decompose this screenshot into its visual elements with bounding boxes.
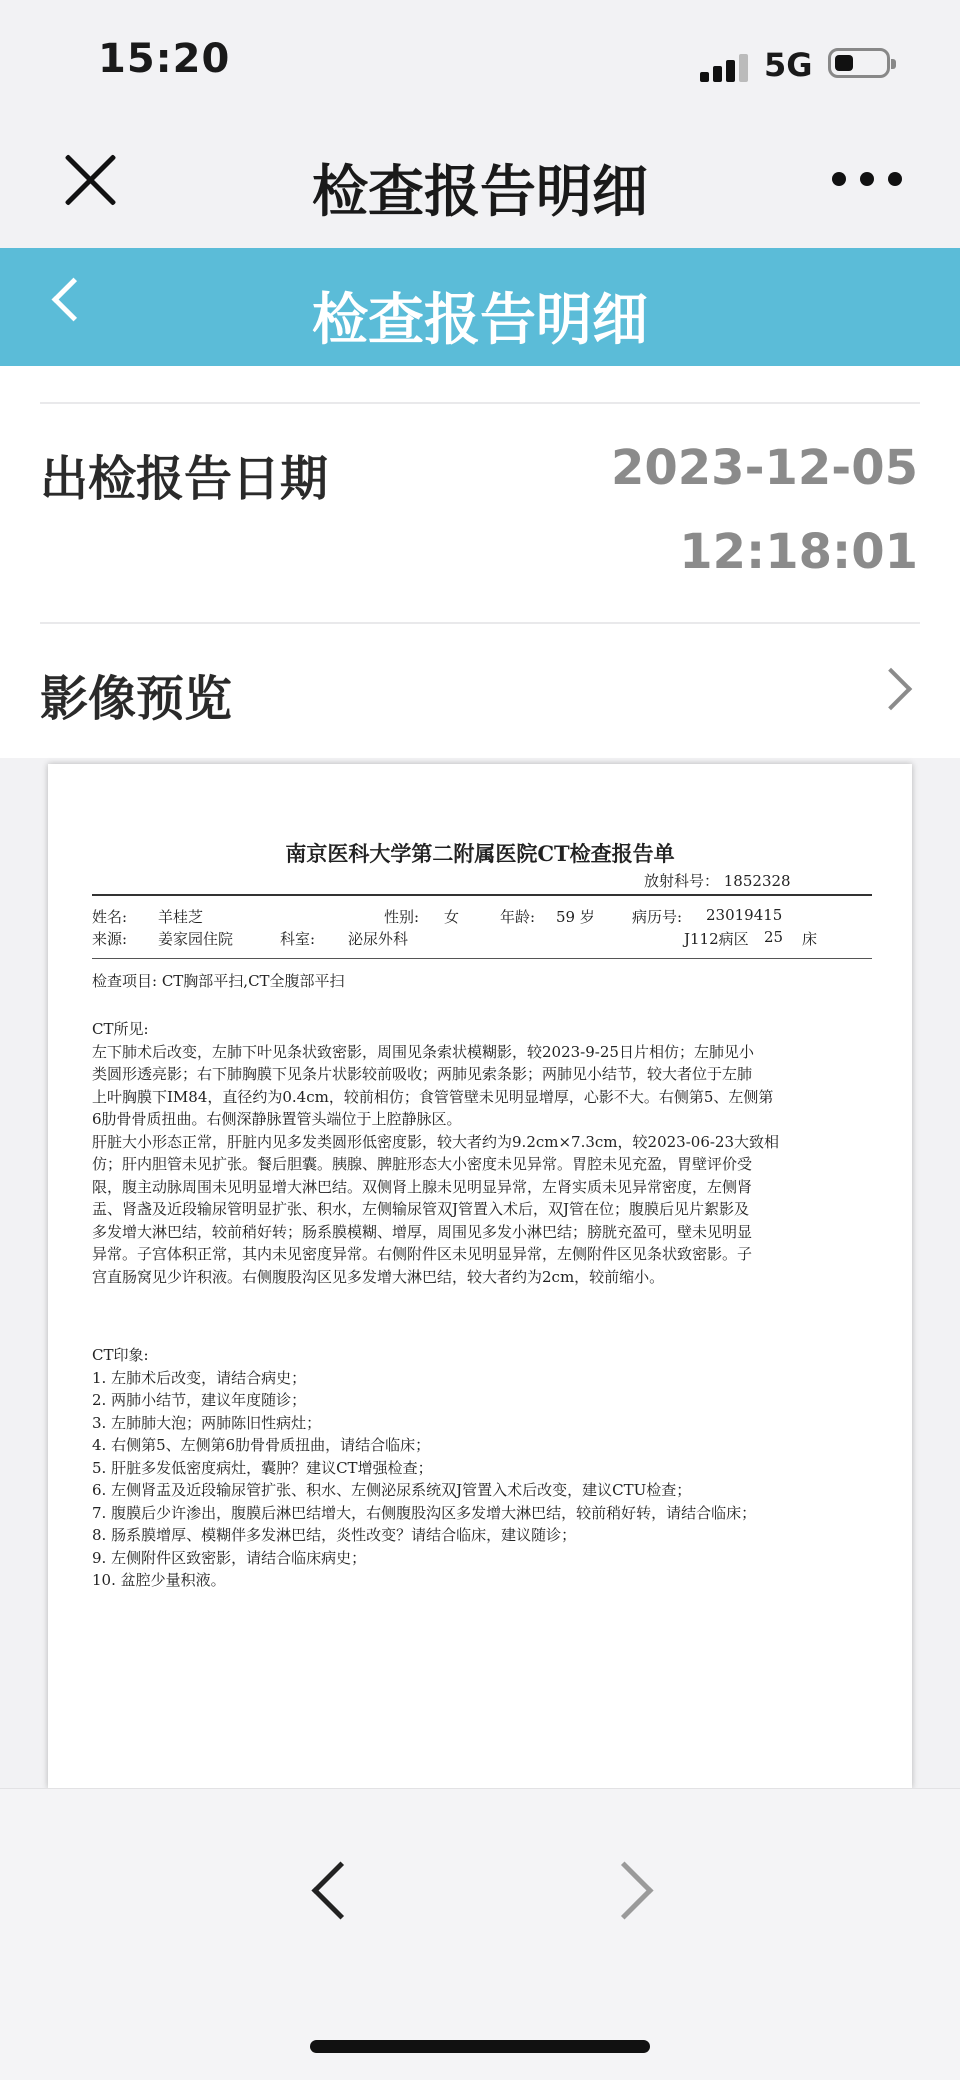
record-label: 病历号: (632, 908, 683, 926)
impression-item: 10. 盆腔少量积液。 (92, 1571, 226, 1589)
info-rule (92, 958, 872, 959)
record-number: 23019415 (706, 906, 783, 924)
image-preview-label[interactable]: 影像预览 (40, 671, 233, 727)
impression-label: CT印象: (92, 1346, 149, 1364)
bed-number: 25 (764, 928, 784, 946)
status-bar (0, 0, 960, 120)
bed-label: 床 (802, 930, 818, 948)
divider (40, 622, 920, 624)
findings-line: 6肋骨骨质扭曲。右侧深静脉置管头端位于上腔静脉区。 (92, 1110, 462, 1128)
findings-line: 盂、肾盏及近段输尿管明显扩张、积水，左侧输尿管双J管置入术后，双J管在位；腹膜后见片絮影及 (92, 1200, 750, 1218)
report-date-label: 出检报告日期 (40, 451, 329, 507)
nav-title: 检查报告明细 (312, 160, 648, 225)
findings-line: 宫直肠窝见少许积液。右侧腹股沟区见多发增大淋巴结，较大者约为2cm，较前缩小。 (92, 1267, 665, 1286)
page-title: 检查报告明细 (312, 288, 648, 353)
patient-source: 姜家园住院 (158, 930, 234, 948)
findings-line: 肝脏大小形态正常，肝脏内见多发类圆形低密度影，较大者约为9.2cm×7.3cm，较2023-06-23大致相 (92, 1132, 780, 1151)
source-label: 来源: (92, 930, 128, 948)
divider (40, 402, 920, 404)
findings-line: 异常。子宫体积正常，其内未见密度异常。右侧附件区未见明显异常，左侧附件区见条状致密影。子 (92, 1245, 753, 1263)
report-document[interactable] (48, 764, 912, 1788)
home-indicator[interactable] (310, 2040, 650, 2053)
impression-list (92, 1367, 872, 1592)
impression-item: 9. 左侧附件区致密影，请结合临床病史； (92, 1548, 367, 1567)
age-label: 年龄: (500, 908, 536, 926)
impression-section (92, 1344, 872, 1592)
findings-line: 多发增大淋巴结，较前稍好转；肠系膜模糊、增厚，周围见多发小淋巴结；膀胱充盈可，壁未见明显 (92, 1222, 753, 1241)
signal-icon (700, 52, 752, 82)
report-date-value: 2023-12-05 (610, 440, 918, 496)
patient-age: 59 岁 (556, 908, 595, 926)
findings-label: CT所见: (92, 1020, 149, 1038)
dept-label: 科室: (280, 930, 316, 948)
department: 泌尿外科 (348, 930, 409, 948)
header-rule (92, 894, 872, 896)
network-label: 5G (764, 46, 813, 84)
report-title: 南京医科大学第二附属医院CT检查报告单 (285, 841, 675, 866)
impression-item: 2. 两肺小结节，建议年度随诊； (92, 1391, 307, 1409)
impression-item: 8. 肠系膜增厚、模糊伴多发淋巴结，炎性改变？请结合临床，建议随诊； (92, 1526, 577, 1544)
findings-line: 限，腹主动脉周围未见明显增大淋巴结。双侧肾上腺未见明显异常，左肾实质未见异常密度，左侧肾 (92, 1177, 753, 1196)
impression-item: 1. 左肺术后改变，请结合病史； (92, 1368, 307, 1387)
sex-label: 性别: (384, 908, 420, 926)
report-time-value: 12:18:01 (679, 524, 918, 580)
patient-name: 羊桂芝 (158, 908, 204, 926)
status-time: 15:20 (98, 36, 231, 82)
findings-line: 仿；肝内胆管未见扩张。餐后胆囊。胰腺、脾脏形态大小密度未见异常。胃腔未见充盈，胃壁评价受 (92, 1155, 753, 1173)
impression-item: 5. 肝脏多发低密度病灶，囊肿？建议CT增强检查； (92, 1458, 433, 1477)
impression-item: 6. 左侧肾盂及近段输尿管扩张、积水、左侧泌尿系统双J管置入术后改变，建议CTU检查； (92, 1481, 692, 1499)
findings-section (92, 1018, 872, 1288)
name-label: 姓名: (92, 908, 128, 926)
more-icon[interactable] (832, 172, 904, 188)
impression-item: 7. 腹膜后少许渗出，腹膜后淋巴结增大，右侧腹股沟区多发增大淋巴结，较前稍好转，请结合临床； (92, 1503, 757, 1522)
findings-line: 左下肺术后改变，左肺下叶见条状致密影，周围见条索状模糊影，较2023-9-25日片相仿；左肺见小 (92, 1042, 754, 1061)
ward: J112病区 (684, 930, 749, 948)
battery-icon (828, 48, 890, 78)
patient-sex: 女 (444, 908, 460, 926)
findings-line: 上叶胸膜下IM84，直径约为0.4cm，较前相仿；食管管壁未见明显增厚，心影不大。右侧第5、左侧第 (92, 1087, 774, 1106)
exam-item: 检查项目: CT胸部平扫,CT全腹部平扫 (92, 972, 345, 990)
findings-line: 类圆形透亮影；右下肺胸膜下见条片状影较前吸收；两肺见索条影；两肺见小结节，较大者位于左肺 (92, 1065, 753, 1083)
impression-item: 3. 左肺肺大泡；两肺陈旧性病灶； (92, 1413, 322, 1432)
browser-toolbar (0, 1788, 960, 2080)
radiology-number: 放射科号： 1852328 (644, 872, 791, 890)
impression-item: 4. 右侧第5、左侧第6肋骨骨质扭曲，请结合临床； (92, 1436, 431, 1454)
